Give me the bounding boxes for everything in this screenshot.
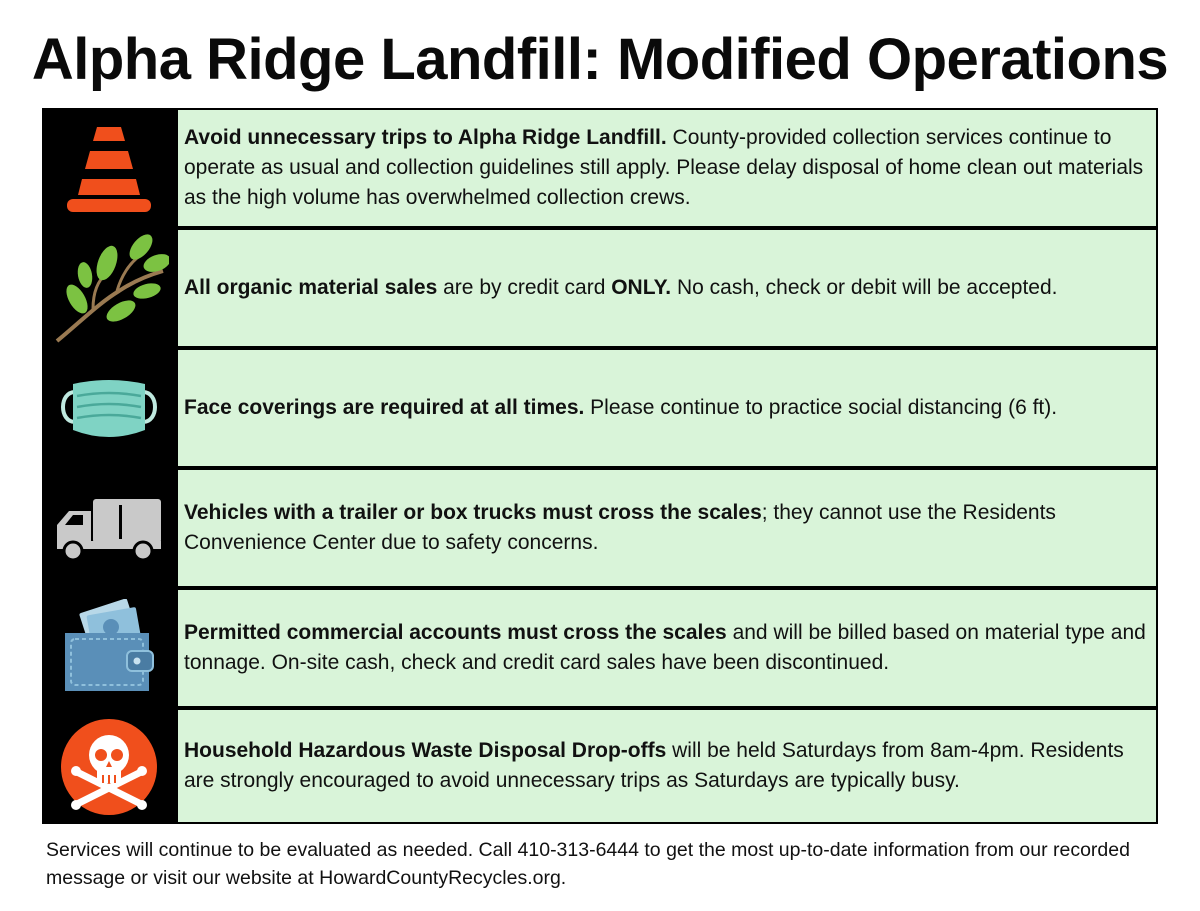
row-text-cell: [178, 470, 1156, 586]
row-text-cell: [178, 230, 1156, 346]
row-bold-lead: All organic material sales: [184, 276, 438, 299]
row-body: County-provided collection services continue to operate as usual and collection guidelines still apply. Please delay disposal of home clean out materials as the high volume has overwhelmed collection crews.: [184, 126, 1144, 209]
row-body: are by credit card: [437, 276, 612, 299]
row-text: [184, 123, 1146, 213]
operations-row-organic: [42, 230, 1158, 348]
row-text-cell: [178, 590, 1156, 706]
wallet-money-icon: [42, 590, 176, 708]
operations-row-commercial: [42, 590, 1158, 708]
row-body: will be held Saturdays from 8am-4pm. Residents are strongly encouraged to avoid unnecessary trips as Saturdays are typically busy.: [184, 739, 1124, 792]
row-bold-lead: Permitted commercial accounts must cross the scales: [184, 621, 727, 644]
leafy-branch-icon: [42, 230, 176, 348]
operations-table: [42, 108, 1158, 824]
row-body-tail: No cash, check or debit will be accepted.: [671, 276, 1058, 299]
operations-row-hazardous: [42, 710, 1158, 824]
row-text-cell: [178, 350, 1156, 466]
row-text: [184, 393, 1057, 423]
operations-row-face-coverings: [42, 350, 1158, 468]
row-text: [184, 618, 1146, 678]
operations-row-vehicles: [42, 470, 1158, 588]
row-body: Please continue to practice social distancing (6 ft).: [584, 396, 1058, 419]
row-text-cell: [178, 710, 1156, 822]
row-text: [184, 273, 1058, 303]
row-bold-lead: Household Hazardous Waste Disposal Drop-offs: [184, 739, 667, 762]
row-text: [184, 736, 1146, 796]
row-body: ; they cannot use the Residents Convenience Center due to safety concerns.: [184, 501, 1056, 554]
row-bold-emphasis: ONLY.: [611, 276, 672, 299]
row-body: and will be billed based on material type and tonnage. On-site cash, check and credit card sales have been discontinued.: [184, 621, 1146, 674]
row-text-cell: [178, 110, 1156, 226]
row-text: [184, 498, 1146, 558]
footer-note: Services will continue to be evaluated as needed. Call 410-313-6444 to get the most up-to-date information from our recorded message or visit our website at HowardCountyRecycles.org.: [46, 839, 1130, 889]
page-title: Alpha Ridge Landfill: Modified Operations: [31, 27, 1169, 92]
row-bold-lead: Face coverings are required at all times.: [184, 396, 585, 419]
box-truck-icon: [42, 470, 176, 588]
operations-row-trips: [42, 110, 1158, 228]
face-mask-icon: [42, 350, 176, 468]
row-bold-lead: Vehicles with a trailer or box trucks must cross the scales: [184, 501, 762, 524]
traffic-cone-icon: [42, 110, 176, 228]
row-bold-lead: Avoid unnecessary trips to Alpha Ridge Landfill.: [184, 126, 667, 149]
skull-crossbones-icon: [42, 710, 176, 824]
